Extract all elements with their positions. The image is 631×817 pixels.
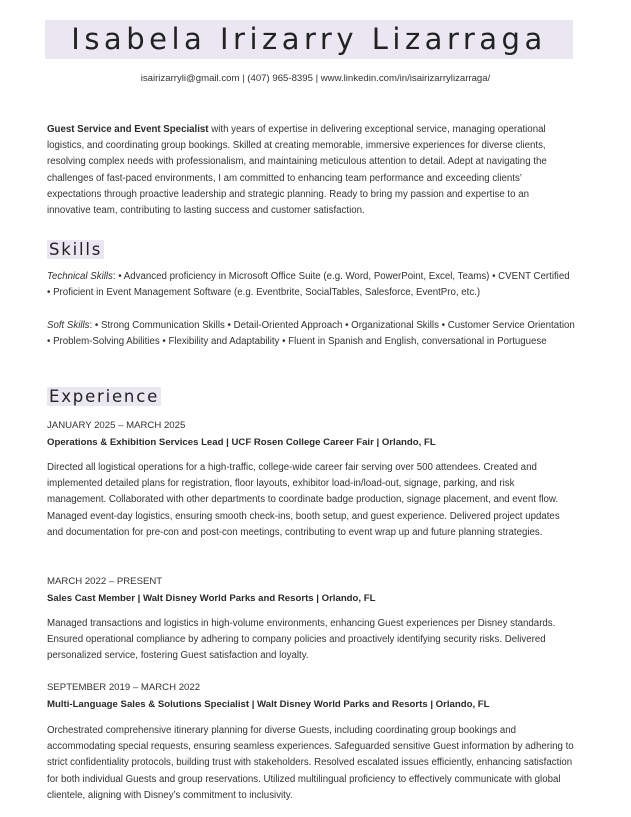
soft-skills-label: Soft Skills xyxy=(47,320,90,331)
job-description: Orchestrated comprehensive itinerary planning for diverse Guests, including coordinating group bookings and accommodating special requests, ensuring seamless experiences. Safeguarded sensitive Guest information by adhering to strict confidentiality protocols, building trust with stakeholders. Resolved escalated issues efficiently, enhancing satisfaction for both individual Guests and group reservations. Utilized multilingual proficiency to effectively communicate with global clientele, aligning with Disney’s commitment to inclusivity. xyxy=(47,725,574,801)
soft-skills xyxy=(47,318,575,350)
contact-line: isairizarryli@gmail.com | (407) 965-8395 | www.linkedin.com/in/isairizarrylizarraga/ xyxy=(140,73,491,84)
technical-skills xyxy=(47,269,575,301)
job-title: Sales Cast Member | Walt Disney World Parks and Resorts | Orlando, FL xyxy=(47,593,376,604)
job-description: Managed transactions and logistics in high-volume environments, enhancing Guest experiences per Disney standards. Ensured operational compliance by adhering to company policies and proactively identifying security risks. Delivered personalized service, fostering Guest satisfaction and loyalty. xyxy=(47,618,556,662)
soft-skills-text: : • Strong Communication Skills • Detail-Oriented Approach • Organizational Skills • Customer Service Orientation • Problem-Solving Abilities • Flexibility and Adaptability • Fluent in Spanish and English, conversational in Portuguese xyxy=(47,320,575,348)
summary-lead: Guest Service and Event Specialist xyxy=(47,124,209,135)
job-title: Operations & Exhibition Services Lead | UCF Rosen College Career Fair | Orlando, FL xyxy=(47,437,436,448)
job-description: Directed all logistical operations for a high-traffic, college-wide career fair serving over 500 attendees. Created and implemented detailed plans for registration, floor layouts, exhibitor load-in/load-out, signage, parking, and risk management. Collaborated with other departments to coordinate badge production, signage placement, and event flow. Managed event-day logistics, ensuring smooth check-ins, booth setup, and guest experience. Delivered project updates and documentation for pre-con and post-con meetings, contributing to event wrap up and future planning strategies. xyxy=(47,462,560,538)
experience-heading: Experience xyxy=(49,387,160,406)
job-dates: MARCH 2022 – PRESENT xyxy=(47,576,163,587)
skills-heading: Skills xyxy=(49,240,103,259)
technical-skills-text: : • Advanced proficiency in Microsoft Office Suite (e.g. Word, PowerPoint, Excel, Teams) • CVENT Certified • Proficient in Event Management Software (e.g. Eventbrite, SocialTables, Salesforce, EventPro, etc.) xyxy=(47,271,570,299)
summary-text: with years of expertise in delivering exceptional service, managing operational logistics, and coordinating group bookings. Skilled at creating memorable, immersive experiences for diverse clients, resolving complex needs with professionalism, and maintaining meticulous attention to detail. Adept at navigating the challenges of fast-paced environments, I am committed to enhancing team performance and exceeding clients’ expectations through proactive leadership and strategic planning. Ready to bring my passion and expertise to an innovative team, contributing to lasting success and customer satisfaction. xyxy=(47,124,547,217)
job-dates: SEPTEMBER 2019 – MARCH 2022 xyxy=(47,682,201,693)
job-dates: JANUARY 2025 – MARCH 2025 xyxy=(47,420,186,431)
technical-skills-label: Technical Skills xyxy=(47,271,113,282)
professional-summary xyxy=(47,122,575,219)
candidate-name: Isabela Irizarry Lizarraga xyxy=(71,22,547,56)
job-title: Multi-Language Sales & Solutions Specialist | Walt Disney World Parks and Resorts | Orlando, FL xyxy=(47,699,490,710)
